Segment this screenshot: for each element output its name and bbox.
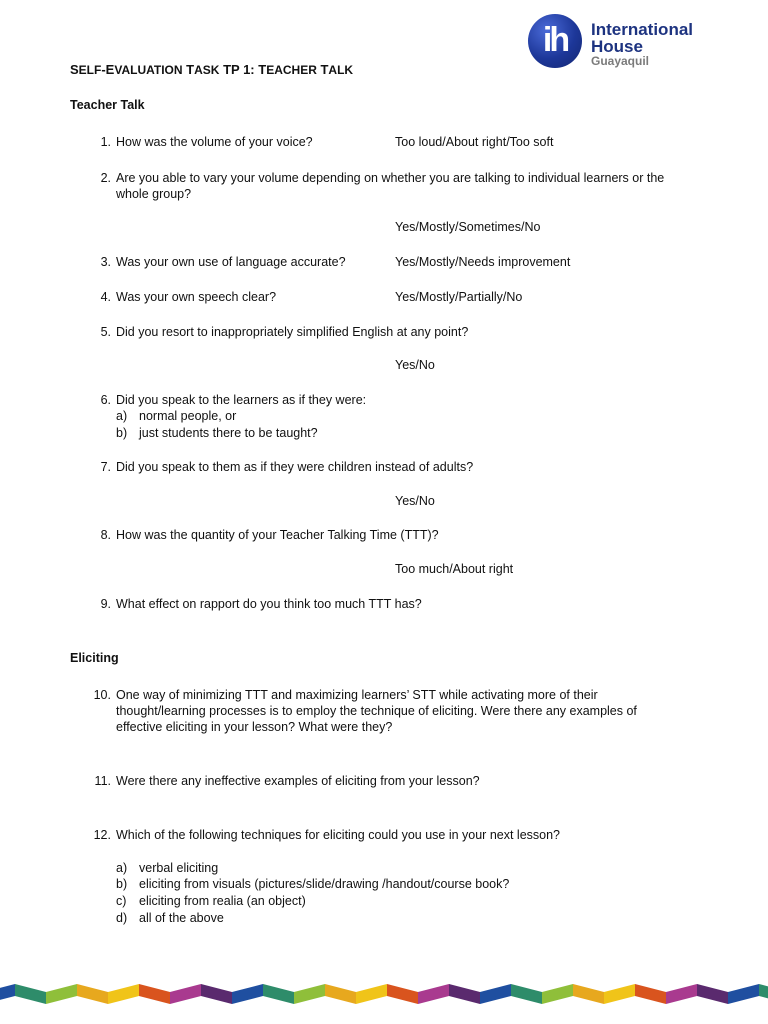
option-label: a) — [116, 409, 128, 423]
question-number: 9. — [100, 597, 111, 611]
option-text: normal people, or — [139, 409, 237, 423]
question-text-continued: effective eliciting in your lesson? What were they? — [116, 720, 393, 734]
option-text: all of the above — [139, 911, 224, 925]
zigzag-segment — [511, 984, 542, 1004]
title-part: -E — [101, 62, 115, 77]
question-text: Did you speak to the learners as if they were: — [116, 393, 367, 407]
zigzag-segment — [294, 984, 325, 1004]
title-part: EACHER — [266, 63, 317, 77]
zigzag-segment — [542, 984, 573, 1004]
zigzag-segment — [232, 984, 263, 1004]
answer-options: Yes/Mostly/Needs improvement — [395, 255, 571, 269]
zigzag-segment — [77, 984, 108, 1004]
question-number: 12. — [93, 828, 111, 842]
option-text: just students there to be taught? — [139, 426, 318, 440]
zigzag-segment — [635, 984, 666, 1004]
answer-options: Yes/Mostly/Partially/No — [395, 290, 523, 304]
question-text: Were there any ineffective examples of eliciting from your lesson? — [116, 774, 480, 788]
option-label: a) — [116, 861, 128, 875]
logo-name-line2: House — [591, 37, 643, 56]
zigzag-segment — [139, 984, 170, 1004]
answer-options: Yes/No — [395, 494, 435, 508]
zigzag-segment — [418, 984, 449, 1004]
zigzag-segment — [108, 984, 139, 1004]
option-label: b) — [116, 877, 128, 891]
title-part: VALUATION — [114, 63, 183, 77]
logo-name-line1: International — [591, 20, 694, 39]
zigzag-segment — [263, 984, 294, 1004]
zigzag-segment — [356, 984, 387, 1004]
zigzag-segment — [759, 984, 768, 1004]
answer-options: Too much/About right — [395, 562, 514, 576]
decorative-zigzag-border — [0, 978, 768, 1008]
zigzag-segment — [46, 984, 77, 1004]
logo-mark: ih — [542, 21, 568, 59]
question-text: Was your own speech clear? — [116, 290, 277, 304]
answer-options: Too loud/About right/Too soft — [395, 135, 554, 149]
zigzag-segment — [449, 984, 480, 1004]
title-part: ALK — [328, 63, 354, 77]
section-heading-teacher-talk: Teacher Talk — [70, 98, 145, 112]
zigzag-segment — [325, 984, 356, 1004]
page-title — [70, 62, 353, 78]
option-label: b) — [116, 426, 128, 440]
zigzag-segment — [573, 984, 604, 1004]
zigzag-segment — [201, 984, 232, 1004]
question-text-continued: whole group? — [116, 187, 192, 201]
option-text: eliciting from realia (an object) — [139, 894, 306, 908]
answer-options: Yes/No — [395, 358, 435, 372]
question-text: What effect on rapport do you think too much TTT has? — [116, 597, 422, 611]
question-number: 4. — [100, 290, 111, 304]
question-text: Are you able to vary your volume depending on whether you are talking to individual learners or the — [116, 171, 665, 185]
zigzag-segment — [387, 984, 418, 1004]
question-text-continued: thought/learning processes is to employ the technique of eliciting. Were there any examples of — [116, 704, 637, 718]
title-part: T — [182, 62, 195, 77]
zigzag-segment — [697, 984, 728, 1004]
question-text: Did you resort to inappropriately simplified English at any point? — [116, 325, 469, 339]
question-number: 3. — [100, 255, 111, 269]
option-text: verbal eliciting — [139, 861, 219, 875]
question-number: 2. — [100, 171, 111, 185]
title-part: S — [70, 62, 79, 77]
question-text: Did you speak to them as if they were children instead of adults? — [116, 460, 474, 474]
question-number: 7. — [100, 460, 111, 474]
logo-location: Guayaquil — [591, 54, 650, 68]
section-heading-eliciting: Eliciting — [70, 651, 119, 665]
question-number: 11. — [94, 774, 111, 788]
question-number: 5. — [100, 325, 111, 339]
question-text: How was the quantity of your Teacher Talking Time (TTT)? — [116, 528, 439, 542]
zigzag-segment — [15, 984, 46, 1004]
question-text: Was your own use of language accurate? — [116, 255, 346, 269]
question-number: 8. — [100, 528, 111, 542]
question-text: One way of minimizing TTT and maximizing learners’ STT while activating more of their — [116, 688, 598, 702]
option-label: d) — [116, 911, 128, 925]
logo-emblem — [528, 14, 582, 68]
zigzag-segment — [170, 984, 201, 1004]
zigzag-segment — [480, 984, 511, 1004]
question-text: Which of the following techniques for eliciting could you use in your next lesson? — [116, 828, 561, 842]
question-text: How was the volume of your voice? — [116, 135, 313, 149]
international-house-logo — [528, 14, 708, 70]
question-number: 10. — [93, 688, 111, 702]
title-part: TP 1: T — [219, 62, 267, 77]
zigzag-segment — [666, 984, 697, 1004]
zigzag-segment — [728, 984, 759, 1004]
zigzag-segment — [0, 984, 15, 1004]
question-number: 6. — [100, 393, 111, 407]
option-label: c) — [116, 894, 127, 908]
title-part: ELF — [78, 63, 102, 77]
answer-options: Yes/Mostly/Sometimes/No — [395, 220, 541, 234]
title-part: T — [316, 62, 329, 77]
option-text: eliciting from visuals (pictures/slide/drawing /handout/course book? — [139, 877, 510, 891]
question-number: 1. — [100, 135, 111, 149]
zigzag-segment — [604, 984, 635, 1004]
title-part: ASK — [194, 63, 220, 77]
